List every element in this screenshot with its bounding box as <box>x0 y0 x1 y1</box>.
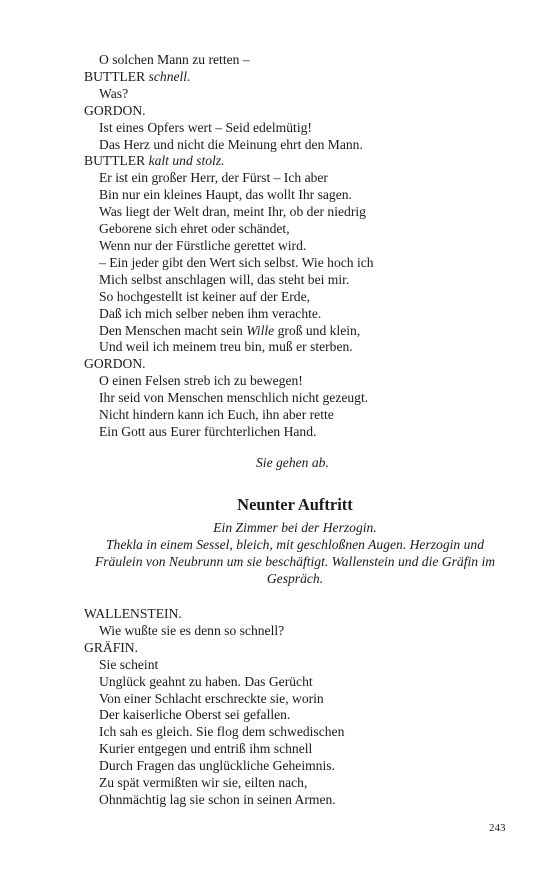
verse-line: Geborene sich ehret oder schändet, <box>99 221 290 237</box>
verse-line: Bin nur ein kleines Haupt, das wollt Ihr sagen. <box>99 187 352 203</box>
scene-stage-directions <box>84 520 506 588</box>
verse-line: Durch Fragen das unglückliche Geheimnis. <box>99 758 335 774</box>
verse-fragment: groß und klein, <box>274 322 361 338</box>
verse-fragment: Den Menschen macht sein <box>99 322 247 338</box>
speaker-line <box>84 153 514 170</box>
verse-line: Mich selbst anschlagen will, das steht bei mir. <box>99 271 350 287</box>
speaker-line <box>84 640 514 657</box>
scene-description: Thekla in einem Sessel, bleich, mit geschloßnen Augen. Herzogin und Fräulein von Neubrunn um sie beschäftigt. Wallenstein und die Gräfin im Gespräch. <box>94 536 496 586</box>
emphasized-word: Wille <box>246 322 275 338</box>
stage-direction-exit: Sie gehen ab. <box>256 455 329 470</box>
verse-line: Er ist ein großer Herr, der Fürst – Ich aber <box>99 170 328 186</box>
stage-direction: schnell. <box>148 68 191 84</box>
verse-line: Ich sah es gleich. Sie flog dem schwedischen <box>99 724 345 740</box>
dialogue-block-1 <box>84 52 514 441</box>
scene-heading: Neunter Auftritt <box>237 495 353 514</box>
page-number: 243 <box>489 822 506 834</box>
speaker-line <box>84 69 514 86</box>
verse-line: Wie wußte sie es denn so schnell? <box>99 622 285 638</box>
verse-line: Wenn nur der Fürstliche gerettet wird. <box>99 237 307 253</box>
verse-line: Von einer Schlacht erschreckte sie, worin <box>99 690 324 706</box>
verse-line: Und weil ich meinem treu bin, muß er sterben. <box>99 339 353 355</box>
verse-line: O einen Felsen streb ich zu bewegen! <box>99 373 303 389</box>
speaker-name: BUTTLER <box>84 153 146 169</box>
verse-line: Kurier entgegen und entriß ihm schnell <box>99 741 313 757</box>
speaker-name: BUTTLER <box>84 68 146 84</box>
scene-setting: Ein Zimmer bei der Herzogin. <box>213 520 377 535</box>
speaker-name: GORDON. <box>84 102 146 118</box>
speaker-line <box>84 103 514 120</box>
verse-line: Zu spät vermißten wir sie, eilten nach, <box>99 775 308 791</box>
verse-line: Ohnmächtig lag sie schon in seinen Armen. <box>99 791 336 807</box>
verse-line: Nicht hindern kann ich Euch, ihn aber rette <box>99 407 334 423</box>
speaker-name: WALLENSTEIN. <box>84 606 182 621</box>
verse-line: – Ein jeder gibt den Wert sich selbst. Wie hoch ich <box>99 254 374 270</box>
verse-line: Sie scheint <box>99 656 159 672</box>
stage-direction: kalt und stolz. <box>148 153 225 169</box>
speaker-name: GORDON. <box>84 356 146 372</box>
verse-line: Was liegt der Welt dran, meint Ihr, ob der niedrig <box>99 204 366 220</box>
verse-line: Unglück geahnt zu haben. Das Gerücht <box>99 673 313 689</box>
verse-line: Daß ich mich selber neben ihm verachte. <box>99 305 322 321</box>
speaker-line <box>84 356 514 373</box>
verse-line: Der kaiserliche Oberst sei gefallen. <box>99 707 291 723</box>
verse-line: Ein Gott aus Eurer fürchterlichen Hand. <box>99 423 317 439</box>
verse-line: Das Herz und nicht die Meinung ehrt den Mann. <box>99 136 363 152</box>
verse-line: Was? <box>99 85 129 101</box>
verse-line: So hochgestellt ist keiner auf der Erde, <box>99 288 311 304</box>
verse-line <box>84 323 514 340</box>
verse-line: Ihr seid von Menschen menschlich nicht gezeugt. <box>99 390 369 406</box>
speaker-name: GRÄFIN. <box>84 639 139 655</box>
speaker-line <box>84 606 514 623</box>
verse-line: Ist eines Opfers wert – Seid edelmütig! <box>99 119 312 135</box>
verse-line: O solchen Mann zu retten – <box>99 52 250 67</box>
dialogue-block-2 <box>84 606 514 809</box>
